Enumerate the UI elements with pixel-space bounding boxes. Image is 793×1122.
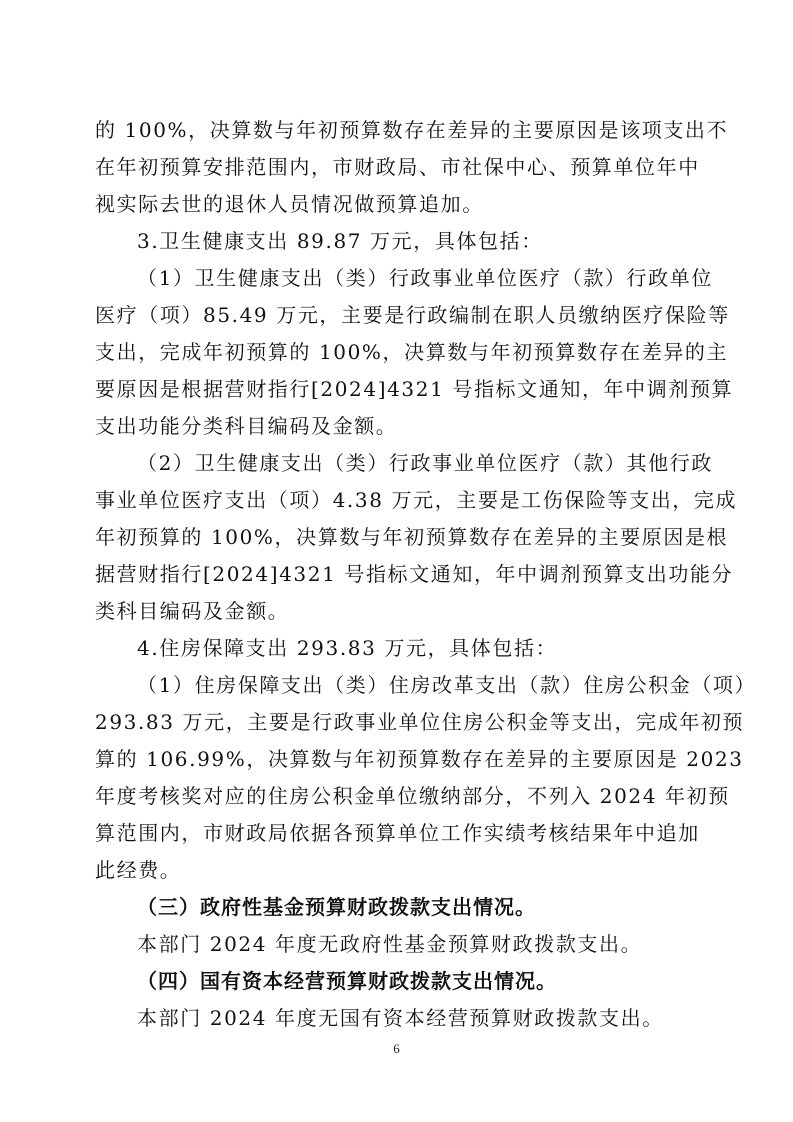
body-text-line: 此经费。 [95,858,182,882]
body-text-line: （1）住房保障支出（类）住房改革支出（款）住房公积金（项） [137,673,757,697]
section-item-title: 4.住房保障支出 293.83 万元，具体包括： [137,636,558,660]
body-text-line: 视实际去世的退休人员情况做预算追加。 [95,192,484,216]
body-text-line: 本部门 2024 年度无政府性基金预算财政拨款支出。 [137,932,643,956]
body-text-line: 类科目编码及金额。 [95,599,290,623]
body-text-line: 年度考核奖对应的住房公积金单位缴纳部分，不列入 2024 年初预 [95,784,730,808]
body-text-line: 本部门 2024 年度无国有资本经营预算财政拨款支出。 [137,1006,664,1030]
body-text-line: 算的 106.99%，决算数与年初预算数存在差异的主要原因是 2023 [95,747,744,771]
body-text-line: 事业单位医疗支出（项）4.38 万元，主要是工伤保险等支出，完成 [95,488,738,512]
body-text-line: 算范围内，市财政局依据各预算单位工作实绩考核结果年中追加 [95,821,700,845]
body-text-line: 医疗（项）85.49 万元，主要是行政编制在职人员缴纳医疗保险等 [95,303,730,327]
body-text-line: （1）卫生健康支出（类）行政事业单位医疗（款）行政单位 [137,266,713,290]
body-text-line: 支出功能分类科目编码及金额。 [95,414,398,438]
body-text-line: （2）卫生健康支出（类）行政事业单位医疗（款）其他行政 [137,451,713,475]
page-number: 6 [393,1041,400,1056]
body-text-line: 要原因是根据营财指行[2024]4321 号指标文通知，年中调剂预算 [95,377,734,401]
body-text-line: 在年初预算安排范围内，市财政局、市社保中心、预算单位年中 [95,155,700,179]
body-text-line: 293.83 万元，主要是行政事业单位住房公积金等支出，完成年初预 [95,710,745,734]
section-heading: （四）国有资本经营预算财政拨款支出情况。 [137,969,557,993]
section-item-title: 3.卫生健康支出 89.87 万元，具体包括： [137,229,543,253]
section-heading: （三）政府性基金预算财政拨款支出情况。 [137,895,536,919]
body-text-line: 支出，完成年初预算的 100%，决算数与年初预算数存在差异的主 [95,340,729,364]
body-text-line: 的 100%，决算数与年初预算数存在差异的主要原因是该项支出不 [95,118,729,142]
body-text-line: 年初预算的 100%，决算数与年初预算数存在差异的主要原因是根 [95,525,729,549]
body-text-line: 据营财指行[2024]4321 号指标文通知，年中调剂预算支出功能分 [95,562,734,586]
